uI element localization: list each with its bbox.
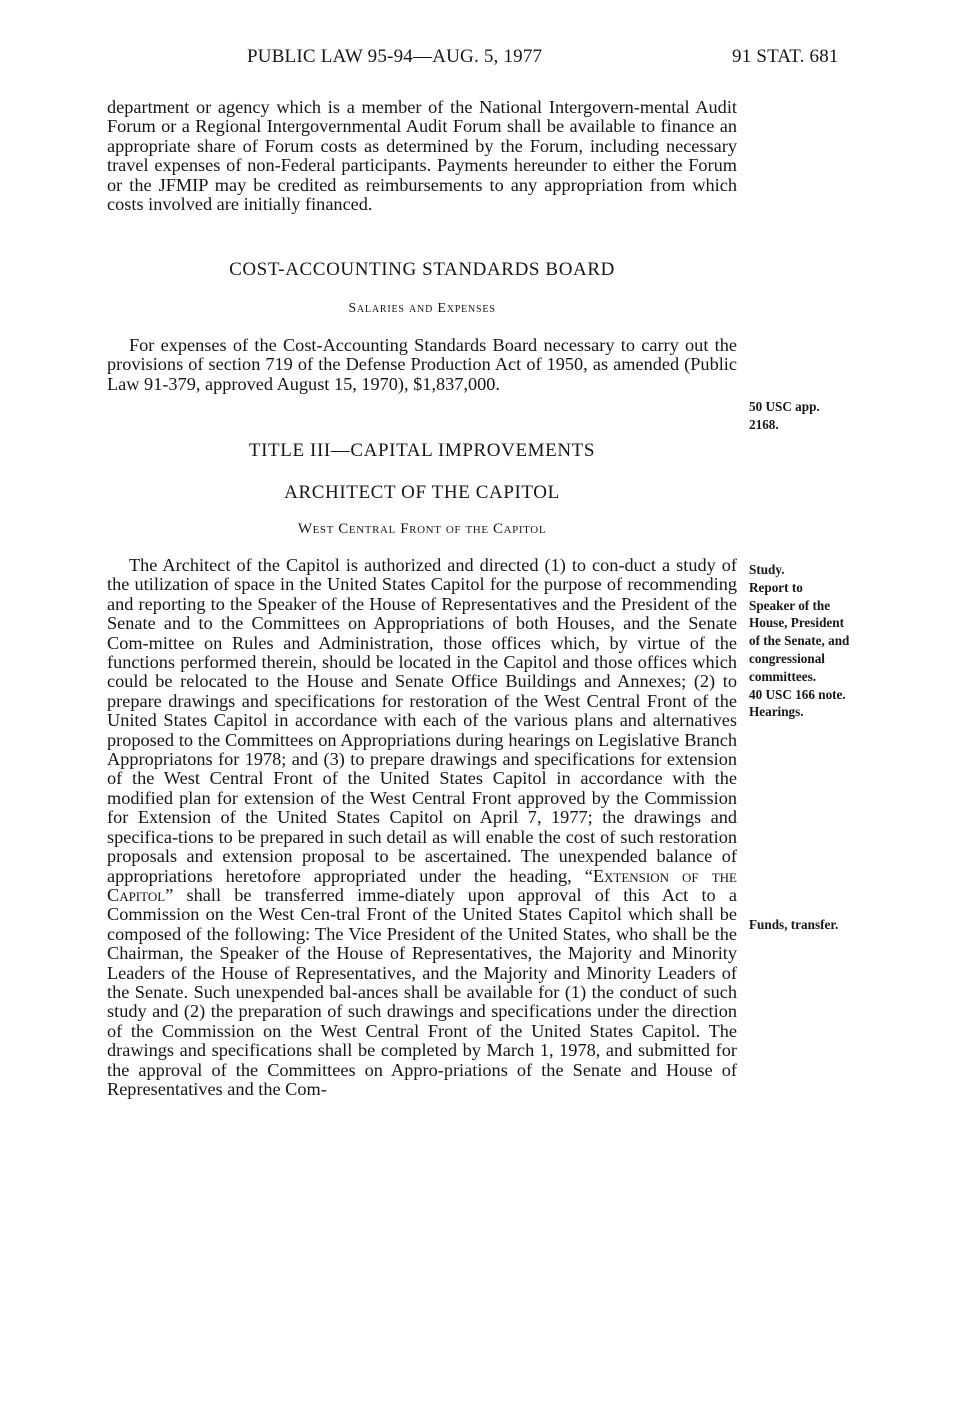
wcf-text-part-1: The Architect of the Capitol is authorized and directed (1) to con-duct a study of the utilization of space in the United States Capitol for the purpose of recommending and reporting to the Speaker of the House of Representatives and the President of the Senate and to the Committees on Appropriations of both Houses, and the Senate Com-mittee on Rules and Administration, those offices which, by virtue of the functions performed therein, should be located in the Capitol and those offices which could be relocated to the House and Senate Office Buildings and Annexes; (2) to prepare drawings and specifications for restoration of the West Central Front of the United States Capitol in accordance with each of the various plans and alternatives proposed to the Committees on Appropriations during hearings on Legislative Branch Appropriatons for 1978; and (3) to prepare drawings and specifications for extension of the West Central Front of the United States Capitol in accordance with the modified plan for extension of the West Central Front approved by the Commission for Extension of the United States Capitol on April 7, 1977; the drawings and specifica-tions to be prepared in such detail as will enable the cost of such restoration proposals and extension proposal to be ascertained. The unexpended balance of appropriations heretofore appropriated under the heading, “ (107, 555, 737, 886)
cas-text: For expenses of the Cost-Accounting Standards Board necessary to carry out the provisions of section 719 of the Defense Production Act of 1950, as amended (Public Law 91-379, approved August 15, 1970), $1,837,000. (107, 335, 737, 394)
margin-note-hearings: Hearings. (749, 704, 804, 720)
wcf-text-small-caps: Extension of the Capitol (107, 865, 737, 905)
wcf-text-part-2: ” shall be transferred imme-diately upon approval of this Act to a Commission on the West Cen-tral Front of the United States Capitol which shall be composed of the following: The Vice President of the United States, who shall be the Chairman, the Speaker of the House of Representatives, the Majority and Minority Leaders of the House of Representatives, and the Majority and Minority Leaders of the Senate. Such unexpended bal-ances shall be available for (1) the conduct of such study and (2) the preparation of such drawings and specifications under the direction of the Commission on the West Central Front of the United States Capitol. The drawings and specifications shall be completed by March 1, 1978, and submitted for the approval of the Committees on Appro-priations of the Senate and House of Representatives and the Com- (107, 884, 737, 1099)
wcf-subheading: West Central Front of the Capitol (297, 521, 547, 537)
cas-paragraph (107, 336, 737, 394)
margin-note-study-label: Study. (749, 562, 785, 577)
running-header-title: PUBLIC LAW 95-94—AUG. 5, 1977 (247, 46, 543, 67)
margin-note-report-line3: House, President (749, 615, 844, 631)
cas-subheading: Salaries and Expenses (348, 301, 496, 316)
margin-note-report-line4: of the Senate, and (749, 633, 850, 649)
margin-note-usc-166: 40 USC 166 note. (749, 686, 846, 702)
cas-heading: COST-ACCOUNTING STANDARDS BOARD (229, 259, 615, 280)
margin-note-usc-app-line2: 2168. (749, 416, 779, 432)
margin-note-report-line6: committees. (749, 668, 816, 684)
continuation-text: department or agency which is a member of the National Intergovern-mental Audit Forum or a Regional Intergovernmental Audit Forum shall be available to finance an appropriate share of Forum costs as determined by the Forum, including necessary travel expenses of non-Federal participants. Payments hereunder to either the Forum or the JFMIP may be credited as reimbursements to any appropriation from which costs involved are initially financed. (107, 97, 737, 215)
continuation-paragraph (107, 98, 737, 214)
title-iii-heading: TITLE III—CAPITAL IMPROVEMENTS (248, 440, 596, 461)
margin-note-report-line1: Report to (749, 579, 803, 595)
wcf-text (107, 556, 737, 1099)
margin-note-usc-app-line1: 50 USC app. (749, 399, 820, 414)
margin-note-report-line2: Speaker of the (749, 597, 831, 613)
margin-note-funds-label: Funds, transfer. (749, 917, 839, 932)
wcf-paragraph (107, 556, 737, 1099)
margin-note-report-line5: congressional (749, 650, 825, 666)
margin-note-funds (749, 916, 949, 934)
margin-note-study (749, 561, 949, 721)
aoc-heading: ARCHITECT OF THE CAPITOL (284, 482, 560, 503)
margin-note-usc-app (749, 398, 949, 434)
statute-page-number: 91 STAT. 681 (732, 46, 839, 67)
